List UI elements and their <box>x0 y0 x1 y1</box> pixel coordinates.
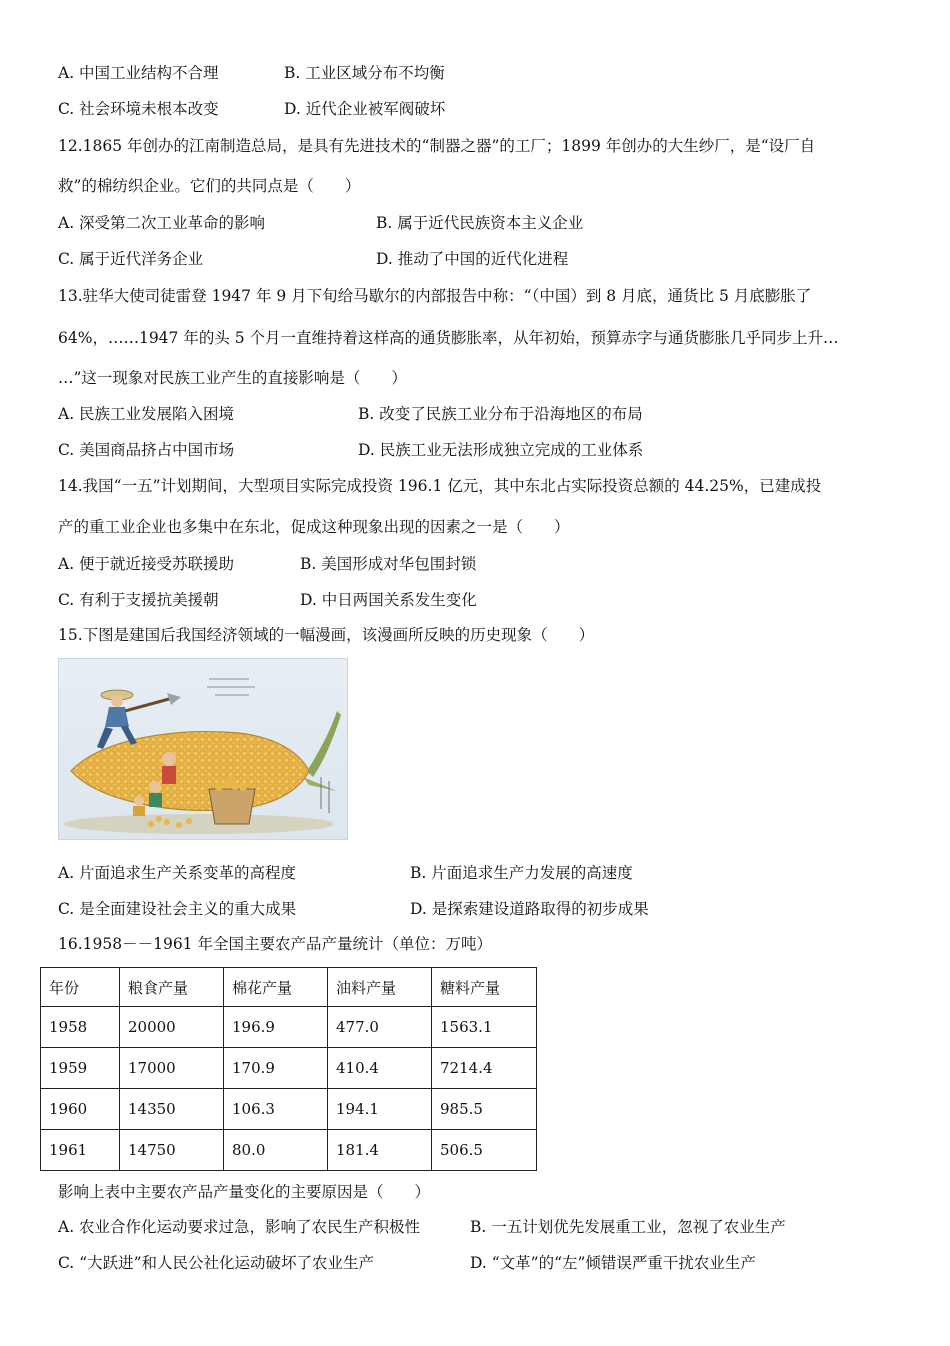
q14-option-b: B. 美国形成对华包围封锁 <box>300 555 477 573</box>
table-cell: 80.0 <box>224 1130 328 1171</box>
q16-option-d: D. “文革”的“左”倾错误严重干扰农业生产 <box>470 1254 756 1272</box>
table-cell: 7214.4 <box>432 1048 537 1089</box>
q14-stem-line2: 产的重工业企业也多集中在东北，促成这种现象出现的因素之一是（ ） <box>58 518 570 536</box>
table-cell: 1960 <box>41 1089 120 1130</box>
table-header-cell: 糖料产量 <box>432 968 537 1007</box>
q13-option-d: D. 民族工业无法形成独立完成的工业体系 <box>358 441 644 459</box>
table-header-cell: 油料产量 <box>328 968 432 1007</box>
q11-option-a: A. 中国工业结构不合理 <box>58 64 219 82</box>
table-header-cell: 年份 <box>41 968 120 1007</box>
corn-cob <box>71 732 309 811</box>
q11-option-c: C. 社会环境未根本改变 <box>58 100 219 118</box>
cartoon-illustration <box>59 659 347 839</box>
crop-output-table <box>40 967 537 1171</box>
table-row <box>41 1130 537 1171</box>
table-header-cell: 棉花产量 <box>224 968 328 1007</box>
ground-shadow <box>64 814 334 834</box>
table-cell: 477.0 <box>328 1007 432 1048</box>
q13-option-c: C. 美国商品挤占中国市场 <box>58 441 235 459</box>
table-cell: 194.1 <box>328 1089 432 1130</box>
q13-stem-line3: …”这一现象对民族工业产生的直接影响是（ ） <box>58 369 407 387</box>
q13-option-a: A. 民族工业发展陷入困境 <box>58 405 235 423</box>
table-cell: 17000 <box>120 1048 224 1089</box>
table-cell: 1959 <box>41 1048 120 1089</box>
q15-option-d: D. 是探索建设道路取得的初步成果 <box>410 900 649 918</box>
q13-stem-line1: 13.驻华大使司徒雷登 1947 年 9 月下旬给马歇尔的内部报告中称：“（中国）到 8 月底，通货比 5 月底膨胀了 <box>58 287 812 305</box>
q11-option-d: D. 近代企业被军阀破坏 <box>284 100 446 118</box>
table-cell: 410.4 <box>328 1048 432 1089</box>
table-cell: 181.4 <box>328 1130 432 1171</box>
table-row <box>41 1089 537 1130</box>
basket <box>209 789 255 824</box>
table-cell: 985.5 <box>432 1089 537 1130</box>
q14-stem-line1: 14.我国“一五”计划期间，大型项目实际完成投资 196.1 亿元，其中东北占实际投资总额的 44.25%，已建成投 <box>58 477 822 495</box>
table-header-row <box>41 968 537 1007</box>
table-cell: 196.9 <box>224 1007 328 1048</box>
signature-scribble <box>321 777 329 813</box>
q14-option-d: D. 中日两国关系发生变化 <box>300 591 477 609</box>
q12-stem-line1: 12.1865 年创办的江南制造总局，是具有先进技术的“制器之器”的工厂；1899 年创办的大生纱厂，是“设厂自 <box>58 137 816 155</box>
cartoon-giant-corn-image <box>58 658 348 840</box>
table-cell: 506.5 <box>432 1130 537 1171</box>
table-cell: 106.3 <box>224 1089 328 1130</box>
q12-option-d: D. 推动了中国的近代化进程 <box>376 250 569 268</box>
q13-stem-line2: 64%，……1947 年的头 5 个月一直维持着这样高的通货膨胀率，从年初始，预算赤字与通货膨胀几乎同步上升… <box>58 329 839 347</box>
q16-option-a: A. 农业合作化运动要求过急，影响了农民生产积极性 <box>58 1218 421 1236</box>
table-header-cell: 粮食产量 <box>120 968 224 1007</box>
q16-question-stem: 影响上表中主要农产品产量变化的主要原因是（ ） <box>58 1183 431 1201</box>
corn-leaf <box>303 777 337 791</box>
q15-option-a: A. 片面追求生产关系变革的高程度 <box>58 864 297 882</box>
table-cell: 1961 <box>41 1130 120 1171</box>
q16-table-title: 16.1958－－1961 年全国主要农产品产量统计（单位：万吨） <box>58 935 492 953</box>
q14-option-c: C. 有利于支援抗美援朝 <box>58 591 219 609</box>
corn-leaf <box>307 711 341 777</box>
table-cell: 14750 <box>120 1130 224 1171</box>
q14-option-a: A. 便于就近接受苏联援助 <box>58 555 235 573</box>
table-row <box>41 1048 537 1089</box>
table-cell: 170.9 <box>224 1048 328 1089</box>
q15-option-c: C. 是全面建设社会主义的重大成果 <box>58 900 297 918</box>
q11-option-b: B. 工业区域分布不均衡 <box>284 64 445 82</box>
caption-scribble <box>207 679 255 695</box>
table-cell: 20000 <box>120 1007 224 1048</box>
q12-option-a: A. 深受第二次工业革命的影响 <box>58 214 266 232</box>
q12-option-b: B. 属于近代民族资本主义企业 <box>376 214 584 232</box>
q12-option-c: C. 属于近代洋务企业 <box>58 250 204 268</box>
q16-option-c: C. “大跃进”和人民公社化运动破坏了农业生产 <box>58 1254 375 1272</box>
table-row <box>41 1007 537 1048</box>
q12-stem-line2: 救”的棉纺织企业。它们的共同点是（ ） <box>58 177 361 195</box>
q15-option-b: B. 片面追求生产力发展的高速度 <box>410 864 633 882</box>
q15-stem: 15.下图是建国后我国经济领域的一幅漫画，该漫画所反映的历史现象（ ） <box>58 626 595 644</box>
table-cell: 14350 <box>120 1089 224 1130</box>
q13-option-b: B. 改变了民族工业分布于沿海地区的布局 <box>358 405 643 423</box>
table-cell: 1563.1 <box>432 1007 537 1048</box>
table-cell: 1958 <box>41 1007 120 1048</box>
q16-option-b: B. 一五计划优先发展重工业，忽视了农业生产 <box>470 1218 786 1236</box>
